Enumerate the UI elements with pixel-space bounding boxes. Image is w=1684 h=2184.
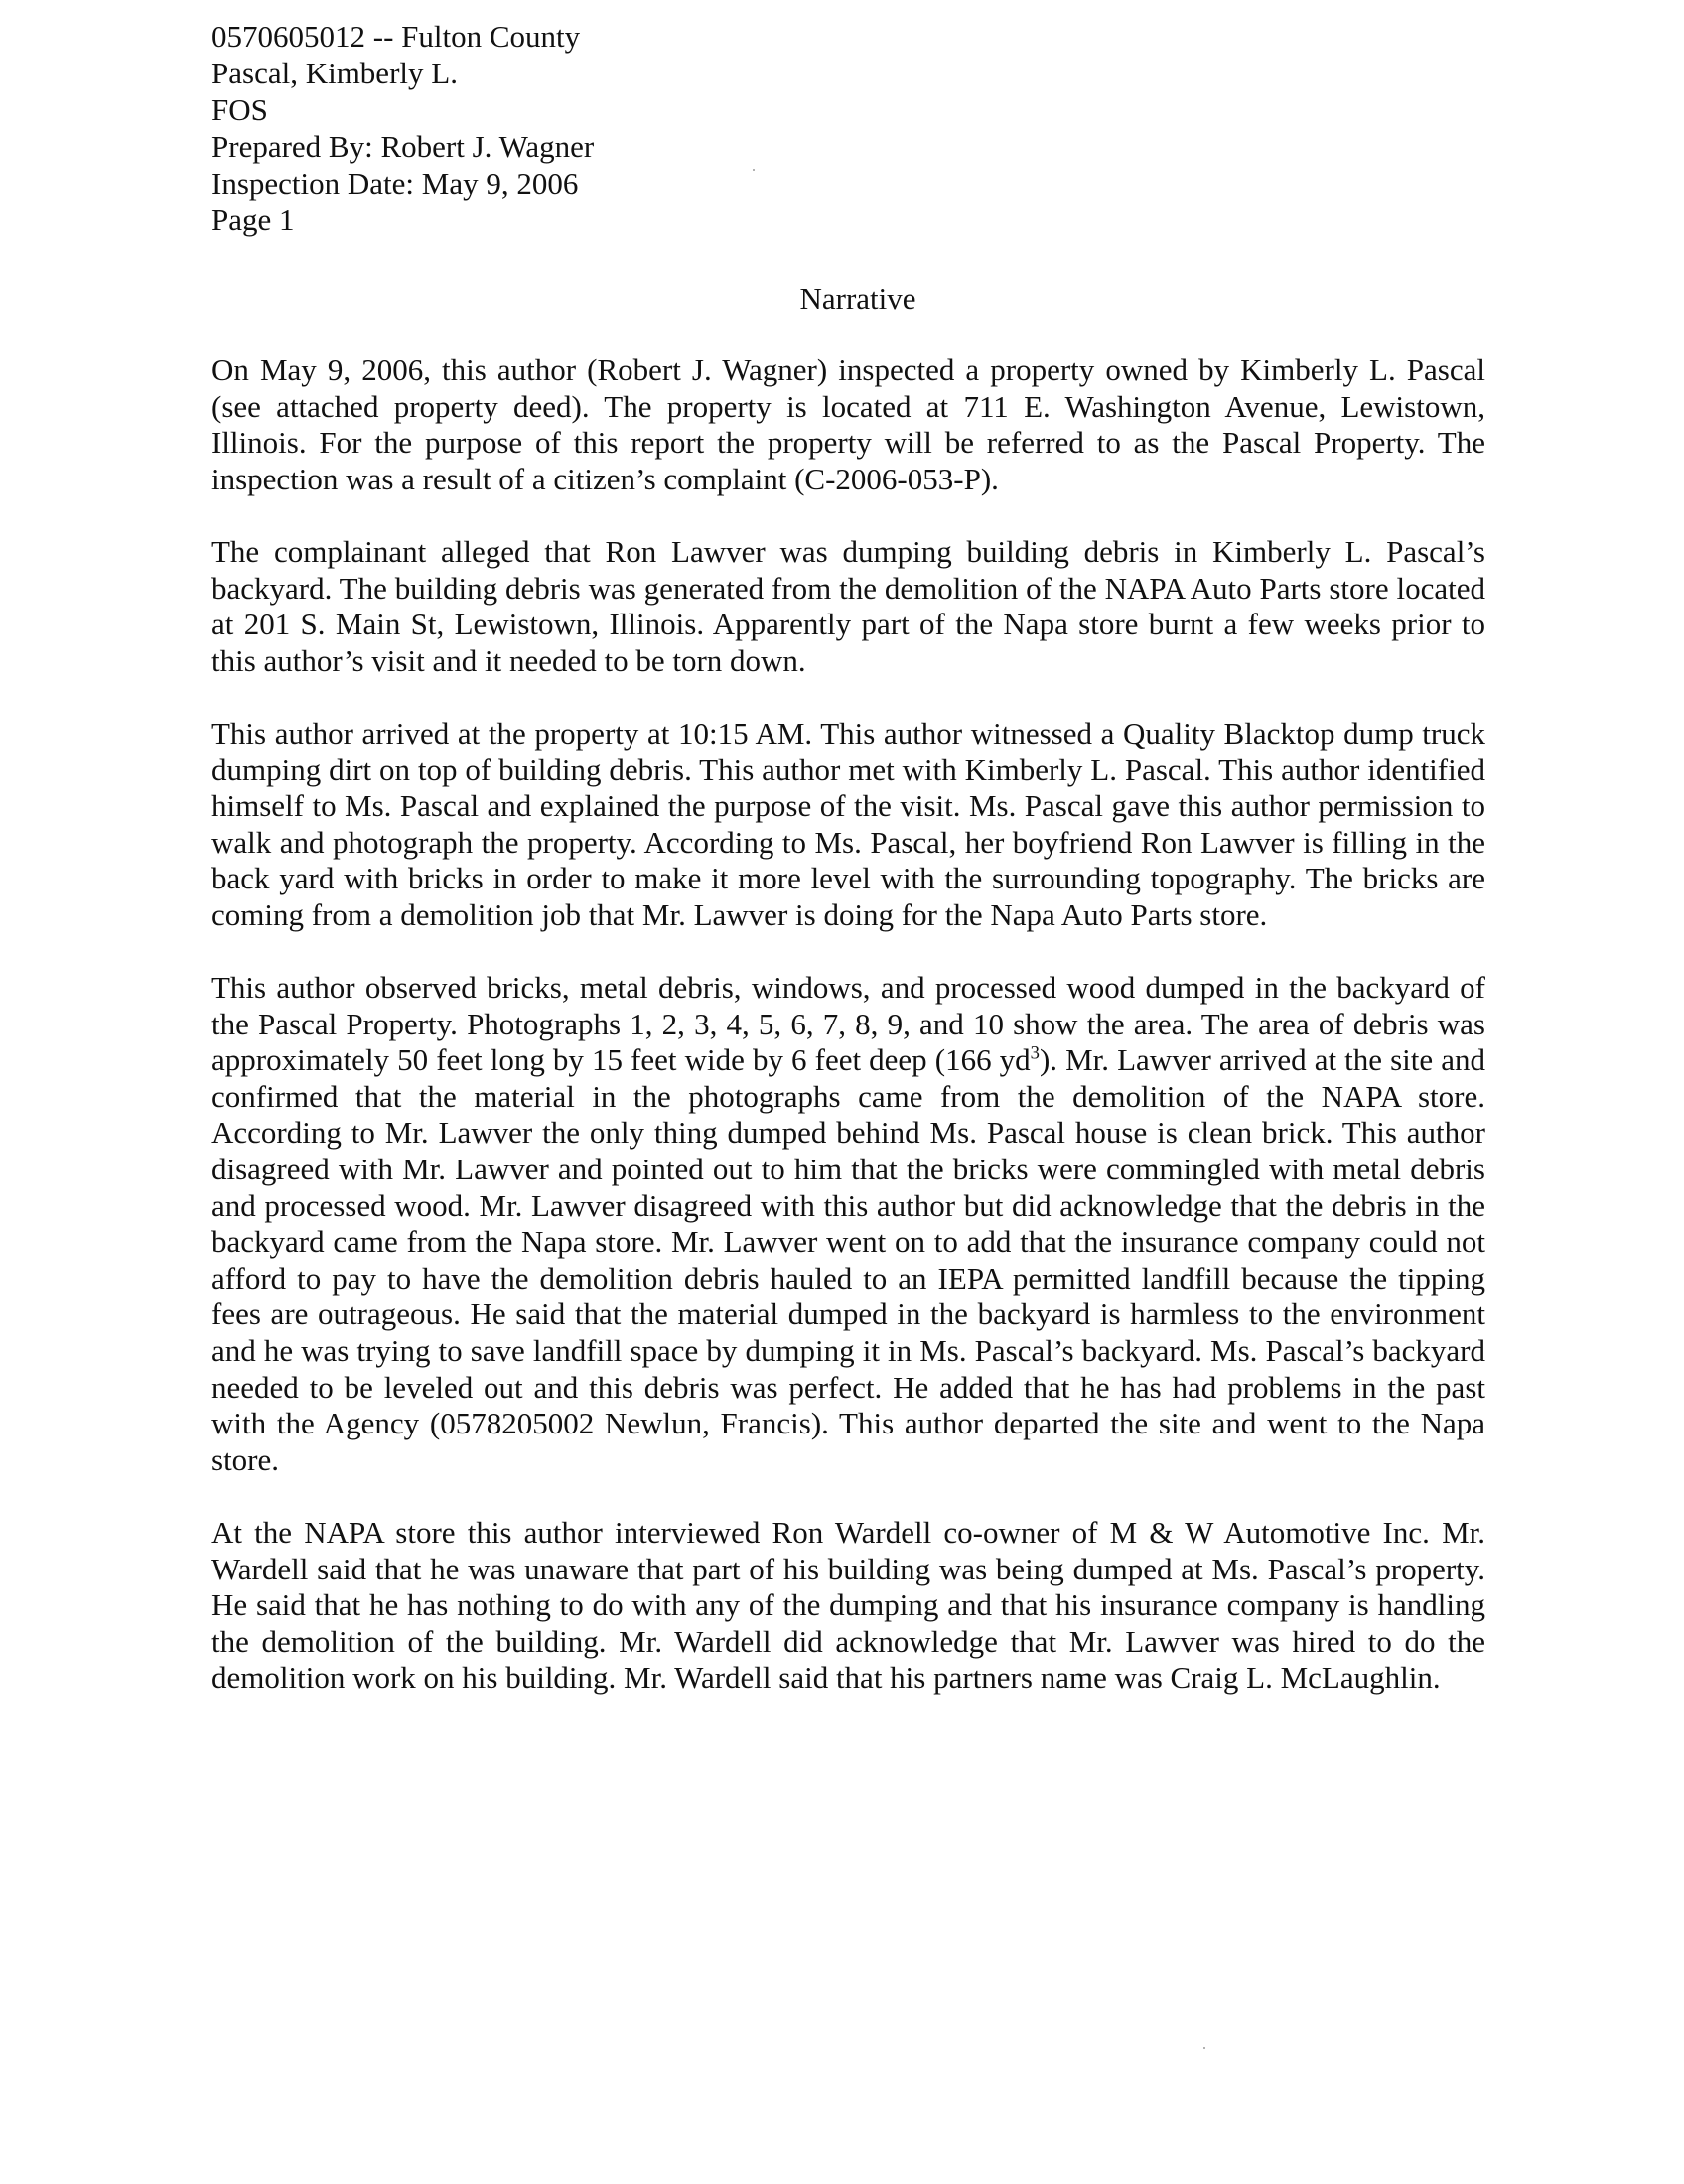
header-owner-name: Pascal, Kimberly L. bbox=[211, 56, 458, 90]
section-title-text: Narrative bbox=[799, 281, 916, 316]
header-case-number: 0570605012 -- Fulton County bbox=[211, 19, 581, 54]
paragraph-4-text-before: This author observed bricks, metal debris, windows, and processed wood dumped in the backyard of the Pascal Property. Photographs 1, 2, 3, 4, 5, 6, 7, 8, 9, and 10 show the area. The area of debris was approximately 50 feet long by 15 feet wide by 6 feet deep (166 yd bbox=[211, 970, 1485, 1078]
narrative-paragraph-5: At the NAPA store this author interviewed Ron Wardell co-owner of M & W Automotive Inc. Mr. Wardell said that he was unaware that part of his building was being dumped at Ms. Pascal’s property. He said that he has nothing to do with any of the dumping and that his insurance company is handling the demolition of the building. Mr. Wardell did acknowledge that Mr. Lawver was hired to do the demolition work on his building. Mr. Wardell said that his partners name was Craig L. McLaughlin. bbox=[211, 1515, 1485, 1696]
header-prepared-by: Prepared By: Robert J. Wagner bbox=[211, 129, 595, 164]
header-inspection-date: Inspection Date: May 9, 2006 bbox=[211, 166, 579, 201]
paragraph-4-text-after: ). Mr. Lawver arrived at the site and confirmed that the material in the photographs came from the demolition of the NAPA store. According to Mr. Lawver the only thing dumped behind Ms. Pascal house is clean brick. This author disagreed with Mr. Lawver and pointed out to him that the bricks were commingled with metal debris and processed wood. Mr. Lawver disagreed with this author but did acknowledge that the debris in the backyard came from the Napa store. Mr. Lawver went on to add that the insurance company could not afford to pay to have the demolition debris hauled to an IEPA permitted landfill because the tipping fees are outrageous. He said that the material dumped in the backyard is harmless to the environment and he was trying to save landfill space by dumping it in Ms. Pascal’s backyard. Ms. Pascal’s backyard needed to be leveled out and this debris was perfect. He added that he has had problems in the past with the Agency (0578205002 Newlun, Francis). This author departed the site and went to the Napa store. bbox=[211, 1042, 1485, 1477]
narrative-paragraph-4 bbox=[211, 970, 1485, 1478]
section-title bbox=[0, 280, 1684, 317]
scan-speck bbox=[753, 169, 755, 171]
superscript-cubed: 3 bbox=[1030, 1042, 1040, 1064]
narrative-paragraph-2: The complainant alleged that Ron Lawver was dumping building debris in Kimberly L. Pascal’s backyard. The building debris was generated from the demolition of the NAPA Auto Parts store located at 201 S. Main St, Lewistown, Illinois. Apparently part of the Napa store burnt a few weeks prior to this author’s visit and it needed to be torn down. bbox=[211, 533, 1485, 678]
narrative-body bbox=[211, 352, 1485, 1733]
header-type: FOS bbox=[211, 92, 268, 127]
scan-speck bbox=[1203, 2047, 1205, 2049]
narrative-paragraph-1: On May 9, 2006, this author (Robert J. Wagner) inspected a property owned by Kimberly L. Pascal (see attached property deed). The property is located at 711 E. Washington Avenue, Lewistown, Illinois. For the purpose of this report the property will be referred to as the Pascal Property. The inspection was a result of a citizen’s complaint (C-2006-053-P). bbox=[211, 352, 1485, 496]
header-page-number: Page 1 bbox=[211, 203, 295, 237]
narrative-paragraph-3: This author arrived at the property at 10:15 AM. This author witnessed a Quality Blacktop dump truck dumping dirt on top of building debris. This author met with Kimberly L. Pascal. This author identified himself to Ms. Pascal and explained the purpose of the visit. Ms. Pascal gave this author permission to walk and photograph the property. According to Ms. Pascal, her boyfriend Ron Lawver is filling in the back yard with bricks in order to make it more level with the surrounding topography. The bricks are coming from a demolition job that Mr. Lawver is doing for the Napa Auto Parts store. bbox=[211, 715, 1485, 932]
report-header bbox=[211, 18, 594, 238]
